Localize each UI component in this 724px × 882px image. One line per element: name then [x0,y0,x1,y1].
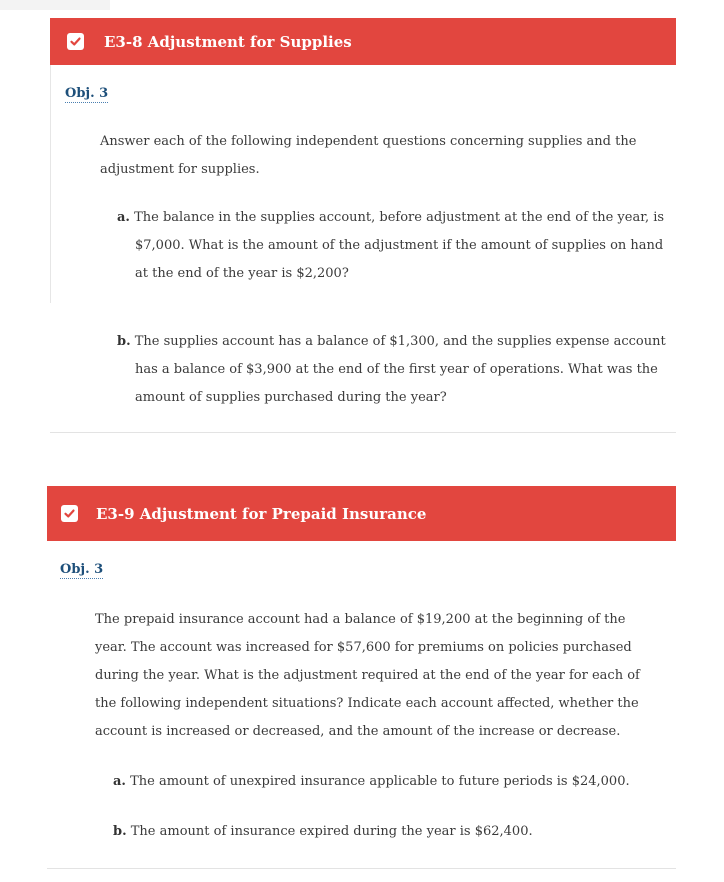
item-letter: b. [117,334,131,349]
top-edge-shadow [0,0,110,10]
list-item-b [113,818,681,846]
clipboard-check-icon [61,505,78,522]
item-letter: a. [113,774,126,789]
section-left-border [50,65,51,303]
exercise-banner [47,486,676,541]
exercise-intro: The prepaid insurance account had a balance of $19,200 at the beginning of the year. The account was increased for $57,600 for premiums on policies purchased during the year. What is the adjustment required at the end of the year for each of the following independent situations? Indicate each account affected, whether the account is increased or decreased, and the amount of the increase or decrease. [95,612,640,739]
item-letter: b. [113,824,127,839]
exercise-banner [50,18,676,65]
exercise-title: E3-8 Adjustment for Supplies [104,32,352,51]
list-item-a [113,768,681,796]
objective-link[interactable]: Obj. 3 [65,86,109,101]
clipboard-check-icon [67,33,84,50]
item-text: The balance in the supplies account, before adjustment at the end of the year, is $7,000. What is the amount of the adjustment if the amount of supplies on hand at the end of the year is $2,200? [134,210,665,281]
item-text: The amount of insurance expired during the year is $62,400. [130,824,533,839]
exercise-intro: Answer each of the following independent questions concerning supplies and the adjustment for supplies. [100,134,637,177]
exercise-title: E3-9 Adjustment for Prepaid Insurance [96,504,427,523]
item-letter: a. [117,210,130,225]
objective-link[interactable]: Obj. 3 [60,562,104,577]
item-text: The amount of unexpired insurance applicable to future periods is $24,000. [130,774,630,789]
list-item-a [117,204,680,288]
section-divider [47,868,676,869]
list-item-b [117,328,683,412]
item-text: The supplies account has a balance of $1,300, and the supplies expense account has a balance of $3,900 at the end of the first year of operations. What was the amount of supplies purchased during the year? [134,334,666,405]
section-divider [50,432,676,433]
